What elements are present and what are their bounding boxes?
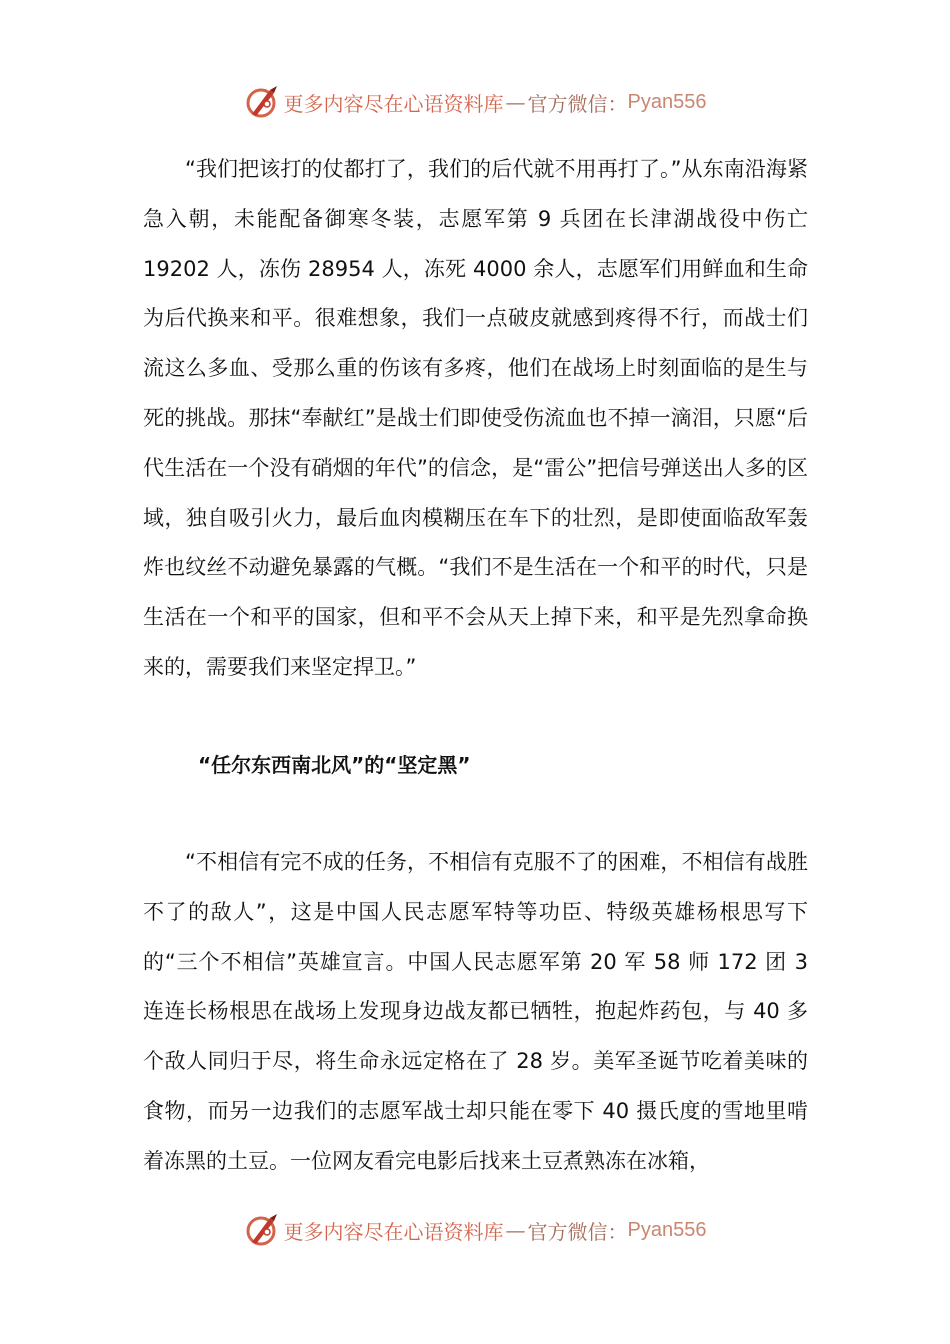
footer-banner bbox=[0, 1210, 950, 1250]
header-brand-text: 更多内容尽在心语资料库 bbox=[283, 91, 504, 116]
quill-pen-logo-icon bbox=[244, 1212, 280, 1248]
article-paragraph-2: “不相信有完不成的任务，不相信有克服不了的困难，不相信有战胜不了的敌人”，这是中国人民志愿军特等功臣、特级英雄杨根思写下的“三个不相信”英雄宣言。中国人民志愿军第 20 军 58 师 172 团 3 连连长杨根思在战场上发现身边战友都已牺牲，抱起炸药包，与 40 多个敌人同归于尽，将生命永远定格在了 28 岁。美军圣诞节吃着美味的食物，而另一边我们的志愿军战士却只能在零下 40 摄氏度的雪地里啃着冻黑的土豆。一位网友看完电影后找来土豆煮熟冻在冰箱， bbox=[143, 850, 808, 1173]
header-wechat-id: Pyan556 bbox=[627, 90, 707, 113]
footer-brand-text: 更多内容尽在心语资料库 bbox=[283, 1219, 504, 1244]
footer-wechat-label: 官方微信： bbox=[527, 1219, 628, 1244]
header-dash: — bbox=[505, 90, 526, 114]
quill-pen-logo-icon bbox=[244, 84, 280, 120]
article-paragraph-1: “我们把该打的仗都打了，我们的后代就不用再打了。”从东南沿海紧急入朝，未能配备御寒冬装，志愿军第 9 兵团在长津湖战役中伤亡 19202 人，冻伤 28954 人，冻死 4000 余人，志愿军们用鲜血和生命为后代换来和平。很难想象，我们一点破皮就感到疼得不行，而战士们流这么多血、受那么重的伤该有多疼，他们在战场上时刻面临的是生与死的挑战。那抹“奉献红”是战士们即使受伤流血也不掉一滴泪，只愿“后代生活在一个没有硝烟的年代”的信念，是“雷公”把信号弹送出人多的区域，独自吸引火力，最后血肉模糊压在车下的壮烈，是即使面临敌军轰炸也纹丝不动避免暴露的气概。“我们不是生活在一个和平的时代，只是生活在一个和平的国家，但和平不会从天上掉下来，和平是先烈拿命换来的，需要我们来坚定捍卫。” bbox=[143, 157, 808, 679]
footer-dash: — bbox=[505, 1218, 526, 1242]
footer-wechat-id: Pyan556 bbox=[627, 1218, 707, 1241]
header-banner bbox=[0, 82, 950, 122]
section-heading: “任尔东西南北风”的“坚定黑” bbox=[198, 753, 471, 777]
header-wechat-label: 官方微信： bbox=[527, 91, 628, 116]
